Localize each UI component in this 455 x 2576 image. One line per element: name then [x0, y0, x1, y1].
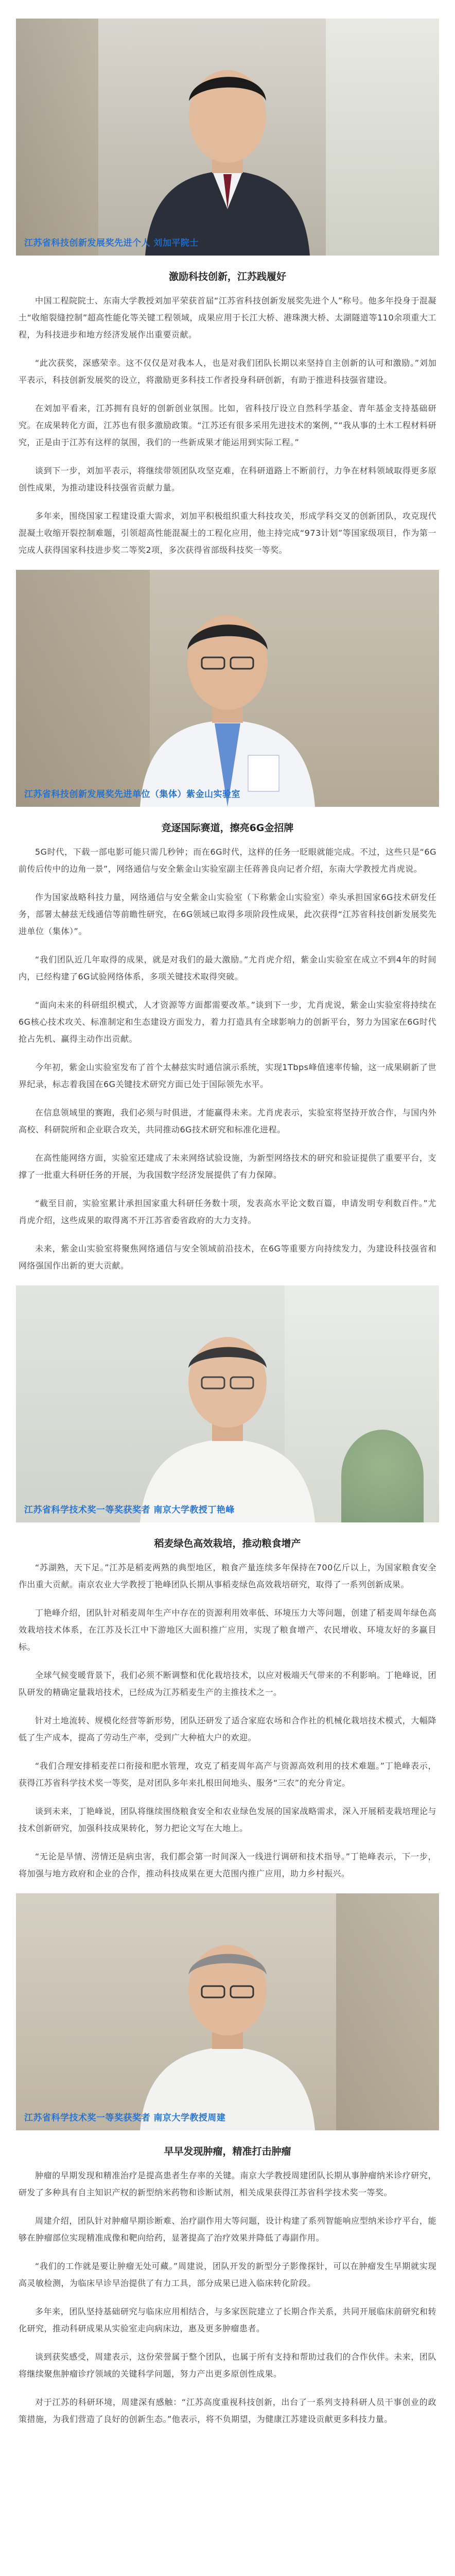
photo-background — [341, 1430, 424, 1522]
paragraph: 全球气候变暖背景下，我们必须不断调整和优化栽培技术，以应对极端天气带来的不利影响。丁艳峰说，团队研发的精确定量栽培技术，已经成为江苏稻麦生产的主推技术之一。 — [19, 1670, 436, 1697]
portrait-figure — [130, 1914, 325, 2130]
portrait-figure — [130, 585, 325, 807]
paragraph: 在信息领域里的赛跑，我们必须与时俱进，才能赢得未来。尤肖虎表示，实验室将坚持开放合作，与国内外高校、科研院所和企业联合攻关，共同推动6G技术研究和标准化进程。 — [19, 1108, 436, 1134]
paragraph: “无论是旱情、涝情还是病虫害，我们都会第一时间深入一线进行调研和技术指导。”丁艳峰表示，下一步，将加强与地方政府和企业的合作，推动科技成果在更大范围内推广应用，助力乡村振兴。 — [19, 1852, 436, 1878]
section-heading: 激励科技创新，江苏践履好 — [168, 271, 286, 282]
paragraph: “我们团队近几年取得的成果，就是对我们的最大激励。”尤肖虎介绍，紫金山实验室在成立不到4年的时间内，已经构建了6G试验网络体系，多项关键技术取得突破。 — [19, 955, 436, 981]
paragraph: “截至目前，实验室累计承担国家重大科研任务数十项，发表高水平论文数百篇，申请发明专利数百件。”尤肖虎介绍，这些成果的取得离不开江苏省委省政府的大力支持。 — [19, 1198, 436, 1225]
paragraph: 多年来，围绕国家工程建设重大需求，刘加平积极组织重大科技攻关，形成学科交叉的创新团队，攻克现代混凝土收缩开裂控制难题，引领超高性能混凝土的工程化应用，他主持完成“973计划”等国家级项目，作为第一完成人获得国家科技进步奖二等奖2项，多次获得省部级科技奖一等奖。 — [19, 511, 436, 555]
paragraph: 今年初，紫金山实验室发布了首个太赫兹实时通信演示系统，实现1Tbps峰值速率传输，这一成果刷新了世界纪录，标志着我国在6G关键技术研究方面已处于国际领先水平。 — [19, 1062, 436, 1089]
section-3 — [0, 1285, 455, 1882]
paragraph: 周建介绍，团队针对肿瘤早期诊断难、治疗副作用大等问题，设计构建了系列智能响应型纳米诊疗平台，能够在肿瘤部位实现精准成像和靶向给药，显著提高了治疗效果并降低了毒副作用。 — [19, 2216, 436, 2243]
paragraph: 丁艳峰介绍，团队针对稻麦周年生产中存在的资源利用效率低、环境压力大等问题，创建了稻麦周年绿色高效栽培技术体系，在江苏及长江中下游地区大面积推广应用，实现了粮食增产、农民增收、环境友好的多赢目标。 — [19, 1608, 436, 1652]
portrait-figure — [135, 39, 320, 256]
paragraph: 5G时代，下载一部电影可能只需几秒钟；而在6G时代，这样的任务一眨眼就能完成。不过，这些只是“6G前传后传中的边角一景”，网络通信与安全紫金山实验室副主任蒋善良向记者介绍，东南大学教授尤肖虎说。 — [19, 847, 436, 874]
paragraph: 谈到获奖感受，周建表示，这份荣誉属于整个团队，也属于所有支持和帮助过我们的合作伙伴。未来，团队将继续聚焦肿瘤诊疗领域的关键科学问题，努力产出更多原创性成果。 — [19, 2352, 436, 2379]
portrait-photo — [16, 1285, 439, 1522]
paragraph: 对于江苏的科研环境，周建深有感触：“江苏高度重视科技创新，出台了一系列支持科研人员干事创业的政策措施，为我们营造了良好的创新生态。”他表示，将不负期望，为健康江苏建设贡献更多科技力量。 — [19, 2397, 436, 2424]
paragraph: 在高性能网络方面，实验室还建成了未来网络试验设施，为新型网络技术的研究和验证提供了重要平台，支撑了一批重大科研任务的开展，为我国数字经济发展提供了有力保障。 — [19, 1153, 436, 1180]
section-heading: 稻麦绿色高效栽培，推动粮食增产 — [154, 1538, 301, 1549]
photo-background — [326, 19, 439, 256]
paragraph: 在刘加平看来，江苏拥有良好的创新创业氛围。比如，省科技厅设立自然科学基金、青年基金支持基础研究。在成果转化方面，江苏也有很多激励政策。“江苏还有很多采用先进技术的案例，”“我从事的土木工程材料研究，正是由于江苏有这样的氛围，我们的一些新成果才能运用到实际工程。” — [19, 403, 436, 447]
paragraph: 谈到未来，丁艳峰说，团队将继续围绕粮食安全和农业绿色发展的国家战略需求，深入开展稻麦栽培理论与技术创新研究，加强科技成果转化，努力把论文写在大地上。 — [19, 1806, 436, 1833]
portrait-photo — [16, 1893, 439, 2130]
paragraph: 多年来，团队坚持基础研究与临床应用相结合，与多家医院建立了长期合作关系，共同开展临床前研究和转化研究，推动科研成果从实验室走向病床边，惠及更多肿瘤患者。 — [19, 2307, 436, 2333]
section-4 — [0, 1893, 455, 2428]
paragraph: 中国工程院院士、东南大学教授刘加平荣获首届“江苏省科技创新发展奖先进个人”称号。他多年投身于混凝土“收缩裂缝控制”超高性能化等关键工程领域，成果应用于长江大桥、港珠澳大桥、太湖隧道等110余项重大工程，为科技进步和地方经济发展作出重要贡献。 — [19, 296, 436, 340]
paragraph: 作为国家战略科技力量，网络通信与安全紫金山实验室（下称紫金山实验室）牵头承担国家6G技术研发任务，部署太赫兹无线通信等前瞻性研究，在6G领域已取得多项阶段性成果，此次获得“江苏省科技创新发展奖先进单位（集体）”。 — [19, 892, 436, 936]
photo-background — [16, 19, 98, 256]
section-heading: 竞逐国际赛道，擦亮6G金招牌 — [161, 822, 294, 834]
photo-caption: 江苏省科技创新发展奖先进单位（集体）紫金山实验室 — [24, 789, 240, 800]
paragraph: “此次获奖，深感荣幸。这不仅仅是对我本人，也是对我们团队长期以来坚持自主创新的认可和激励。”刘加平表示，科技创新发展奖的设立，将激励更多科技工作者投身科研创新，有助于推进科技强省建设。 — [19, 358, 436, 385]
photo-caption: 江苏省科技创新发展奖先进个人 刘加平院士 — [24, 238, 199, 248]
paragraph: “我们的工作就是要让肿瘤无处可藏。”周建说，团队开发的新型分子影像探针，可以在肿瘤发生早期就实现高灵敏检测，为临床早诊早治提供了有力工具，部分成果已进入临床转化阶段。 — [19, 2261, 436, 2288]
paragraph: “面向未来的科研组织模式，人才资源等方面都需要改革。”谈到下一步，尤肖虎说，紫金山实验室将持续在6G核心技术攻关、标准制定和生态建设方面发力，着力打造具有全球影响力的创新平台，努力为国家在6G时代抢占先机、赢得主动作出贡献。 — [19, 1000, 436, 1044]
portrait-figure — [130, 1306, 325, 1522]
paragraph: 肿瘤的早期发现和精准治疗是提高患者生存率的关键。南京大学教授周建团队长期从事肿瘤纳米诊疗研究，研发了多种具有自主知识产权的新型纳米药物和诊断试剂，相关成果获得江苏省科学技术奖一等奖。 — [19, 2171, 436, 2197]
section-2 — [0, 570, 455, 1274]
photo-caption: 江苏省科学技术奖一等奖获奖者 南京大学教授丁艳峰 — [24, 1505, 235, 1515]
paragraph: “我们合理安排稻麦茬口衔接和肥水管理，攻克了稻麦周年高产与资源高效利用的技术难题。”丁艳峰表示，获得江苏省科学技术奖一等奖，是对团队多年来扎根田间地头、服务“三农”的充分肯定。 — [19, 1761, 436, 1788]
section-1 — [0, 19, 455, 558]
paragraph: 未来，紫金山实验室将聚焦网络通信与安全领域前沿技术，在6G等重要方向持续发力，为建设科技强省和网络强国作出新的更大贡献。 — [19, 1244, 436, 1270]
section-heading: 早早发现肿瘤，精准打击肿瘤 — [164, 2146, 291, 2157]
paragraph: 谈到下一步，刘加平表示，将继续带领团队攻坚克难，在科研道路上不断前行，力争在材料领域取得更多原创性成果，为推动建设科技强省贡献力量。 — [19, 466, 436, 493]
portrait-photo — [16, 570, 439, 807]
photo-background — [336, 1893, 439, 2130]
photo-caption: 江苏省科学技术奖一等奖获奖者 南京大学教授周建 — [24, 2113, 226, 2123]
portrait-photo — [16, 19, 439, 256]
paragraph: 针对土地流转、规模化经营等新形势，团队还研发了适合家庭农场和合作社的机械化栽培技术模式，大幅降低了生产成本，提高了劳动生产率，受到广大种植大户的欢迎。 — [19, 1716, 436, 1742]
paragraph: “苏湖熟，天下足。”江苏是稻麦两熟的典型地区，粮食产量连续多年保持在700亿斤以上，为国家粮食安全作出重大贡献。南京农业大学教授丁艳峰团队长期从事稻麦绿色高效栽培研究，取得了一系列创新成果。 — [19, 1563, 436, 1589]
